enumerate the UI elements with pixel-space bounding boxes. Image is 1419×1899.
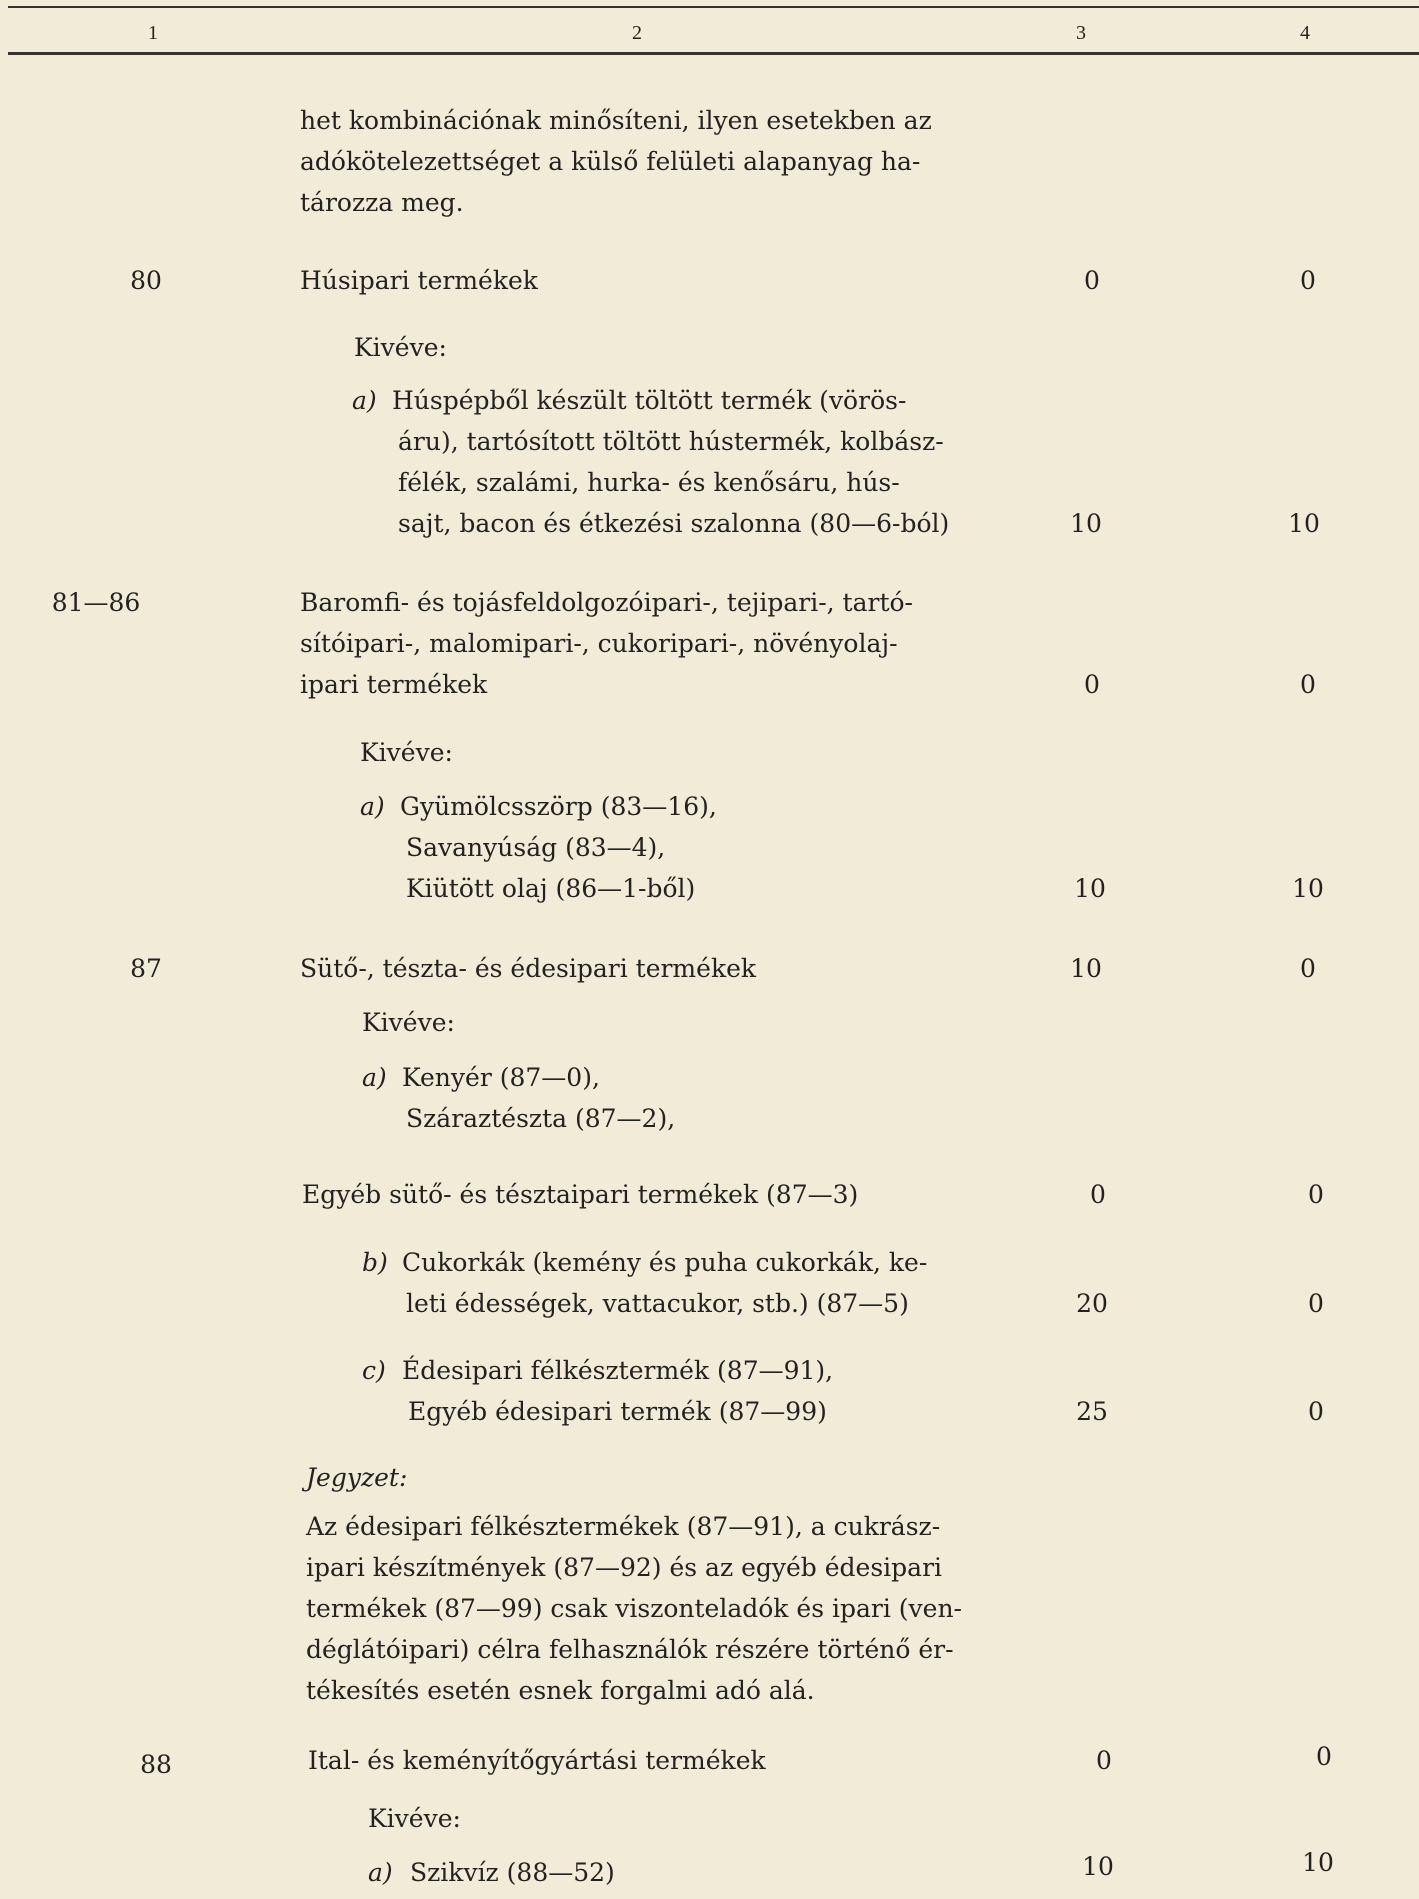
rate-col4: 0: [1300, 266, 1316, 295]
rate-col3: 10: [1082, 1852, 1114, 1881]
item-line: Gyümölcsszörp (83—16),: [400, 792, 717, 821]
item-line: Szikvíz (88—52): [410, 1858, 615, 1887]
rate-col4: 0: [1308, 1289, 1324, 1318]
section-code: 81—86: [51, 588, 141, 617]
note-line: ipari készítmények (87—92) és az egyéb édesipari: [306, 1553, 943, 1582]
section-title: Sütő-, tészta- és édesipari termékek: [300, 954, 757, 983]
item-marker: c): [362, 1356, 386, 1385]
header-rule: [8, 52, 1419, 55]
item-line: leti édességek, vattacukor, stb.) (87—5): [406, 1289, 909, 1318]
kiveve-label: Kivéve:: [360, 738, 453, 767]
continuation-line: het kombinációnak minősíteni, ilyen esetekben az: [300, 106, 932, 135]
note-line: Az édesipari félkésztermékek (87—91), a cukrász-: [306, 1512, 941, 1541]
item-line: Kiütött olaj (86—1-ből): [406, 874, 696, 903]
rate-col3: 10: [1070, 954, 1102, 983]
item-marker: a): [368, 1858, 393, 1887]
note-line: termékek (87—99) csak viszonteladók és ipari (ven-: [306, 1594, 962, 1623]
col-header-4: 4: [1300, 22, 1310, 44]
rate-col4: 10: [1302, 1848, 1334, 1877]
section-title: Húsipari termékek: [300, 266, 538, 295]
rate-col4: 0: [1308, 1180, 1324, 1209]
item-line: félék, szalámi, hurka- és kenősáru, hús-: [398, 468, 900, 497]
rate-col3: 10: [1070, 509, 1102, 538]
section-code: 88: [140, 1750, 172, 1779]
section-title-line: Baromfi- és tojásfeldolgozóipari-, tejipari-, tartó-: [300, 588, 914, 617]
col-header-3: 3: [1076, 22, 1086, 44]
rate-col3: 0: [1096, 1746, 1112, 1775]
section-code: 80: [130, 266, 162, 295]
rate-col4: 0: [1300, 954, 1316, 983]
item-line: Édesipari félkésztermék (87—91),: [402, 1356, 834, 1385]
item-line: Húspépből készült töltött termék (vörös-: [392, 386, 907, 415]
other-products-line: Egyéb sütő- és tésztaipari termékek (87—3): [302, 1180, 859, 1209]
kiveve-label: Kivéve:: [362, 1008, 455, 1037]
rate-col3: 0: [1084, 670, 1100, 699]
section-title-line: sítóipari-, malomipari-, cukoripari-, növényolaj-: [300, 629, 898, 658]
item-line: Cukorkák (kemény és puha cukorkák, ke-: [402, 1248, 928, 1277]
item-marker: b): [362, 1248, 388, 1277]
top-rule: [8, 6, 1419, 8]
section-title-line: ipari termékek: [300, 670, 488, 699]
rate-col4: 10: [1292, 874, 1324, 903]
section-title: Ital- és keményítőgyártási termékek: [308, 1746, 766, 1775]
item-line: Száraztészta (87—2),: [406, 1104, 676, 1133]
continuation-line: adókötelezettséget a külső felületi alapanyag ha-: [300, 147, 921, 176]
note-line: tékesítés esetén esnek forgalmi adó alá.: [306, 1676, 815, 1705]
item-line: áru), tartósított töltött hústermék, kolbász-: [398, 427, 944, 456]
item-marker: a): [360, 792, 385, 821]
item-marker: a): [352, 386, 377, 415]
note-line: déglátóipari) célra felhasználók részére történő ér-: [306, 1635, 954, 1664]
rate-col3: 25: [1076, 1397, 1108, 1426]
rate-col3: 10: [1074, 874, 1106, 903]
note-title: Jegyzet:: [306, 1463, 408, 1492]
rate-col3: 20: [1076, 1289, 1108, 1318]
col-header-1: 1: [148, 22, 158, 44]
rate-col4: 0: [1300, 670, 1316, 699]
kiveve-label: Kivéve:: [354, 333, 447, 362]
rate-col4: 0: [1316, 1742, 1332, 1771]
rate-col3: 0: [1084, 266, 1100, 295]
col-header-2: 2: [632, 22, 642, 44]
rate-col3: 0: [1090, 1180, 1106, 1209]
item-line: Kenyér (87—0),: [402, 1063, 600, 1092]
item-line: sajt, bacon és étkezési szalonna (80—6-ból): [398, 509, 950, 538]
item-marker: a): [362, 1063, 387, 1092]
rate-col4: 10: [1288, 509, 1320, 538]
continuation-line: tározza meg.: [300, 188, 464, 217]
rate-col4: 0: [1308, 1397, 1324, 1426]
item-line: Savanyúság (83—4),: [406, 833, 666, 862]
section-code: 87: [130, 954, 162, 983]
item-line: Egyéb édesipari termék (87—99): [408, 1397, 827, 1426]
kiveve-label: Kivéve:: [368, 1804, 461, 1833]
